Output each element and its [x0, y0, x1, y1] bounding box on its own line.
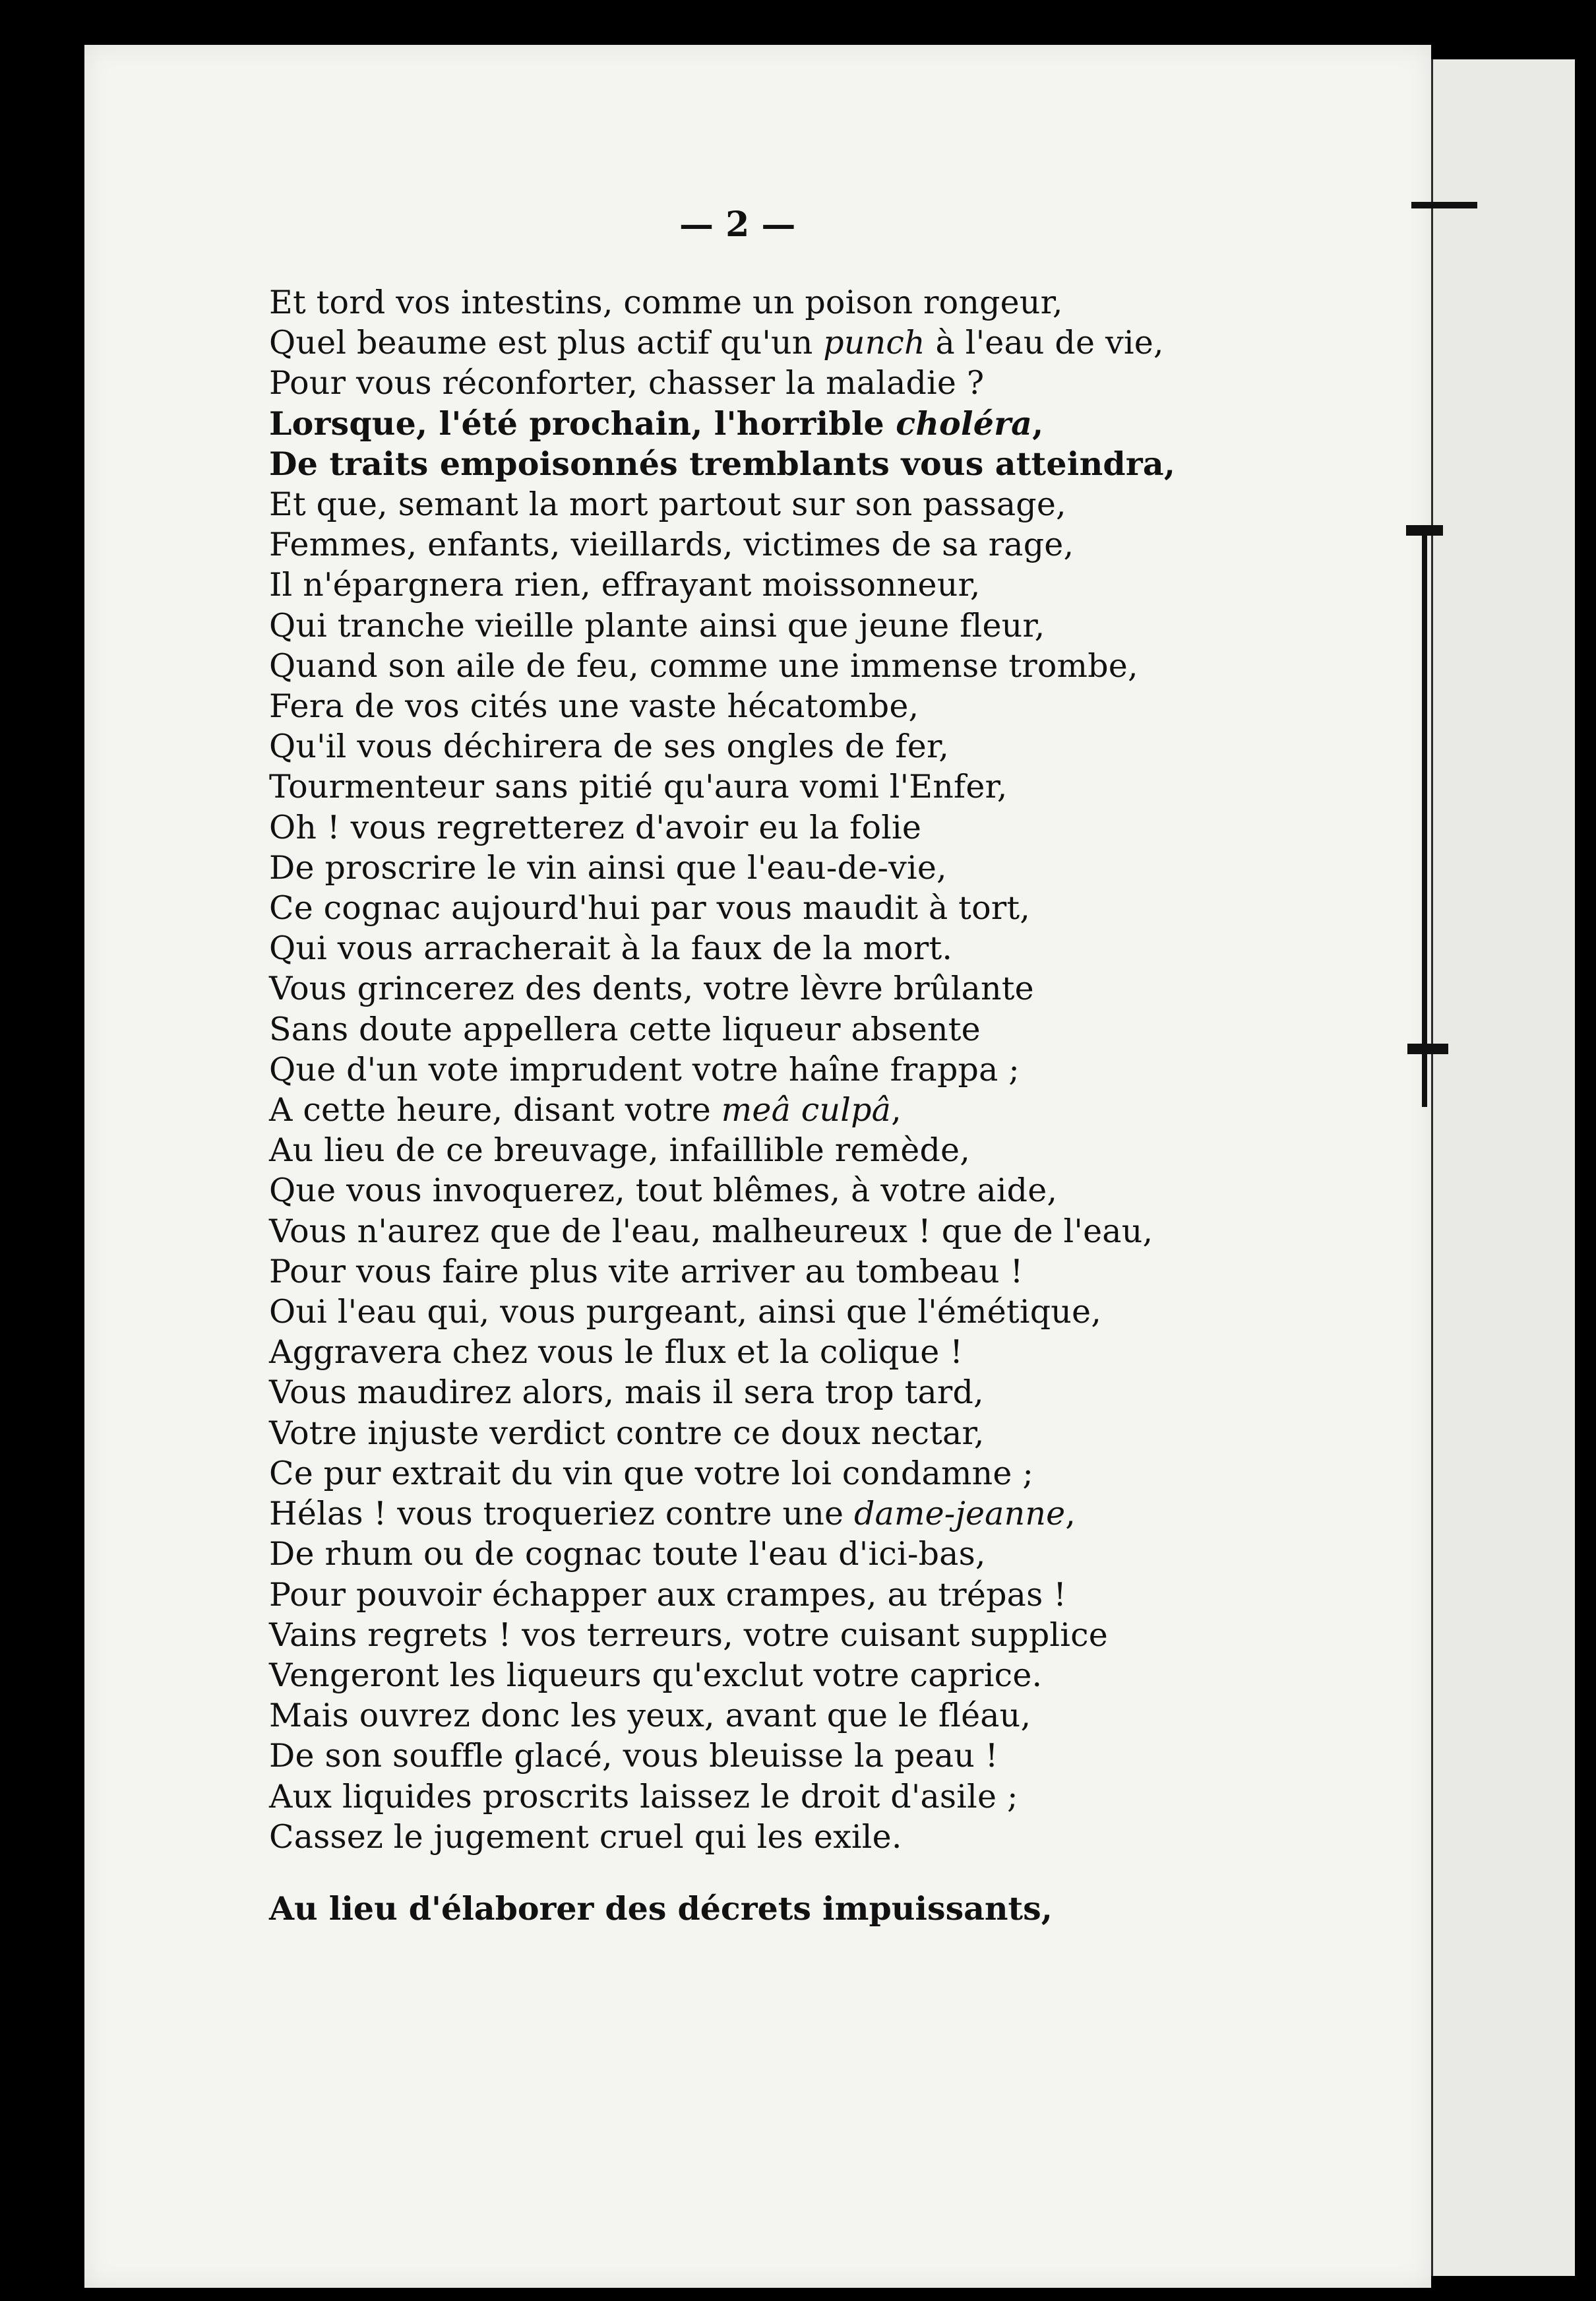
verse-italic-word: punch — [823, 324, 925, 362]
verse-line: Vains regrets ! vos terreurs, votre cuisant supplice — [269, 1616, 1109, 1654]
verse-italic-word: dame-jeanne — [853, 1495, 1066, 1533]
verse-line: Sans doute appellera cette liqueur absente — [269, 1010, 981, 1048]
adjacent-page-edge — [1431, 59, 1575, 2276]
verse-line: Et tord vos intestins, comme un poison rongeur, — [269, 284, 1063, 321]
verse-line: De son souffle glacé, vous bleuisse la peau ! — [269, 1737, 998, 1775]
verse-line: Pour vous réconforter, chasser la maladie ? — [269, 364, 985, 402]
verse-line: Pour pouvoir échapper aux crampes, au trépas ! — [269, 1575, 1067, 1614]
verse-line: Il n'épargnera rien, effrayant moissonneur, — [269, 566, 981, 604]
verse-line — [269, 1090, 1206, 1130]
gutter-line — [1422, 526, 1427, 1107]
verse-line: Femmes, enfants, vieillards, victimes de sa rage, — [269, 526, 1074, 564]
verse-line-end: , — [1065, 1495, 1076, 1533]
verse-line-end: , — [891, 1091, 902, 1129]
verse-line: Qui vous arracherait à la faux de la mort. — [269, 930, 953, 968]
verse-line — [269, 1494, 1206, 1534]
verse-line: Qu'il vous déchirera de ses ongles de fer, — [269, 728, 949, 766]
verse-line: Au lieu de ce breuvage, infaillible remède, — [269, 1131, 971, 1170]
verse-line: Ce cognac aujourd'hui par vous maudit à tort, — [269, 889, 1031, 928]
verse-line: Vous grincerez des dents, votre lèvre brûlante — [269, 970, 1034, 1008]
margin-mark — [1407, 1044, 1448, 1054]
verse-line: Mais ouvrez donc les yeux, avant que le fléau, — [269, 1697, 1031, 1735]
verse-italic-word: meâ culpâ — [721, 1091, 892, 1129]
verse-line: Aggravera chez vous le flux et la colique ! — [269, 1333, 964, 1371]
verse-line-end: à l'eau de vie, — [925, 324, 1164, 362]
verse-line: De traits empoisonnés tremblants vous atteindra, — [269, 444, 1176, 483]
verse-line-start: Quel beaume est plus actif qu'un — [269, 324, 824, 362]
verse-line: Vengeront les liqueurs qu'exclut votre caprice. — [269, 1656, 1043, 1694]
verse-line: Votre injuste verdict contre ce doux nectar, — [269, 1414, 985, 1452]
verse-line: De rhum ou de cognac toute l'eau d'ici-bas, — [269, 1535, 986, 1573]
poem-verses — [269, 282, 1206, 1857]
closing-line: Au lieu d'élaborer des décrets impuissants, — [269, 1889, 1053, 1928]
verse-line: De proscrire le vin ainsi que l'eau-de-vie, — [269, 848, 947, 887]
verse-line — [269, 404, 1206, 444]
verse-line: Qui tranche vieille plante ainsi que jeune fleur, — [269, 606, 1045, 645]
margin-mark — [1411, 202, 1477, 208]
verse-line: Que vous invoquerez, tout blêmes, à votre aide, — [269, 1172, 1058, 1210]
verse-italic-word: choléra — [896, 404, 1033, 443]
verse-line: Vous maudirez alors, mais il sera trop tard, — [269, 1373, 984, 1412]
verse-line-start: Hélas ! vous troqueriez contre une — [269, 1495, 854, 1533]
verse-line: Oh ! vous regretterez d'avoir eu la folie — [269, 808, 922, 846]
verse-line: Ce pur extrait du vin que votre loi condamne ; — [269, 1454, 1034, 1492]
verse-line-end: , — [1032, 404, 1044, 443]
verse-line: Que d'un vote imprudent votre haîne frappa ; — [269, 1050, 1020, 1088]
verse-line: Tourmenteur sans pitié qu'aura vomi l'Enfer, — [269, 768, 1008, 806]
verse-line: Et que, semant la mort partout sur son passage, — [269, 486, 1066, 524]
verse-line: Pour vous faire plus vite arriver au tombeau ! — [269, 1252, 1024, 1290]
verse-line: Vous n'aurez que de l'eau, malheureux ! que de l'eau, — [269, 1212, 1153, 1250]
verse-line-start: A cette heure, disant votre — [269, 1091, 721, 1129]
verse-line: Aux liquides proscrits laissez le droit d'asile ; — [269, 1777, 1018, 1815]
page-number: — 2 — — [679, 205, 796, 245]
verse-line: Quand son aile de feu, comme une immense trombe, — [269, 646, 1138, 685]
verse-line: Cassez le jugement cruel qui les exile. — [269, 1817, 902, 1856]
verse-line-start: Lorsque, l'été prochain, l'horrible — [269, 404, 896, 443]
verse-line — [269, 323, 1206, 363]
verse-line: Oui l'eau qui, vous purgeant, ainsi que l'émétique, — [269, 1293, 1101, 1331]
verse-line: Fera de vos cités une vaste hécatombe, — [269, 687, 919, 726]
